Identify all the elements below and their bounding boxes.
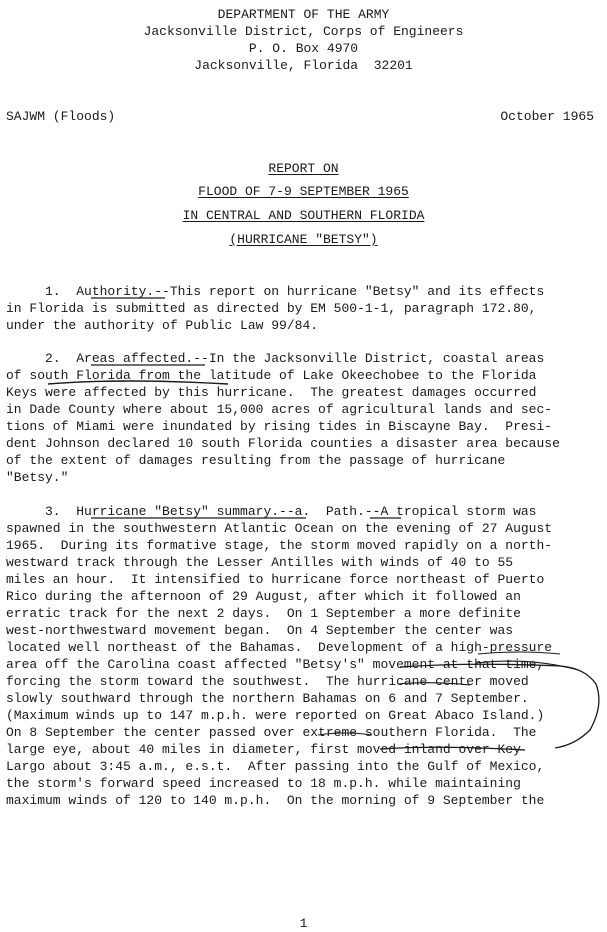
- report-date: October 1965: [500, 109, 594, 124]
- paragraph-line: 1. Authority.--This report on hurricane "Betsy" and its effects: [6, 284, 545, 299]
- paragraph-line: 3. Hurricane "Betsy" summary.--a. Path.--A tropical storm was: [6, 504, 537, 519]
- city-line: Jacksonville, Florida 32201: [194, 58, 413, 73]
- office-symbol: SAJWM (Floods): [6, 109, 116, 124]
- district-line: Jacksonville District, Corps of Engineers: [143, 24, 464, 39]
- paragraph-line: area off the Carolina coast affected "Betsy's" movement at that time,: [6, 657, 545, 672]
- paragraph-line: Rico during the afternoon of 29 August, after which it followed an: [6, 589, 521, 604]
- paragraph-line: miles an hour. It intensified to hurricane force northeast of Puerto: [6, 572, 545, 587]
- paragraph-line: dent Johnson declared 10 south Florida counties a disaster area because: [6, 436, 560, 451]
- paragraph-line: erratic track for the next 2 days. On 1 September a more definite: [6, 606, 521, 621]
- paragraph-line: spawned in the southwestern Atlantic Ocean on the evening of 27 August: [6, 521, 553, 536]
- paragraph-line: of the extent of damages resulting from the passage of hurricane: [6, 453, 506, 468]
- title-line-2: FLOOD OF 7-9 SEPTEMBER 1965: [198, 184, 409, 199]
- po-box-line: P. O. Box 4970: [248, 41, 359, 56]
- title-line-4: (HURRICANE "BETSY"): [229, 232, 378, 247]
- title-line-1: REPORT ON: [268, 161, 339, 176]
- paragraph-line: located well northeast of the Bahamas. Development of a high-pressure: [6, 640, 553, 655]
- paragraph-line: On 8 September the center passed over extreme southern Florida. The: [6, 725, 537, 740]
- paragraph-line: (Maximum winds up to 147 m.p.h. were reported on Great Abaco Island.): [6, 708, 545, 723]
- paragraph-line: slowly southward through the northern Bahamas on 6 and 7 September.: [6, 691, 529, 706]
- paragraph-line: in Dade County where about 15,000 acres of agricultural lands and sec-: [6, 402, 553, 417]
- paragraph-line: maximum winds of 120 to 140 m.p.h. On the morning of 9 September the: [6, 793, 545, 808]
- paragraph-line: west-northwestward movement began. On 4 September the center was: [6, 623, 514, 638]
- paragraph-line: "Betsy.": [6, 470, 69, 485]
- paragraph-line: in Florida is submitted as directed by EM 500-1-1, paragraph 172.80,: [6, 301, 537, 316]
- paragraph-line: 1965. During its formative stage, the storm moved rapidly on a north-: [6, 538, 553, 553]
- page-number: 1: [299, 916, 308, 931]
- paragraph-line: westward track through the Lesser Antilles with winds of 40 to 55: [6, 555, 514, 570]
- paragraph-line: tions of Miami were inundated by rising tides in Biscayne Bay. Presi-: [6, 419, 553, 434]
- paragraph-line: Largo about 3:45 a.m., e.s.t. After passing into the Gulf of Mexico,: [6, 759, 545, 774]
- paragraph-line: Keys were affected by this hurricane. The greatest damages occurred: [6, 385, 537, 400]
- paragraph-line: large eye, about 40 miles in diameter, first moved inland over Key: [6, 742, 521, 757]
- paragraph-line: the storm's forward speed increased to 18 m.p.h. while maintaining: [6, 776, 521, 791]
- paragraph-line: 2. Areas affected.--In the Jacksonville District, coastal areas: [6, 351, 545, 366]
- department-heading: DEPARTMENT OF THE ARMY: [217, 7, 390, 22]
- paragraph-line: under the authority of Public Law 99/84.: [6, 318, 319, 333]
- paragraph-line: forcing the storm toward the southwest. The hurricane center moved: [6, 674, 529, 689]
- paragraph-line: of south Florida from the latitude of Lake Okeechobee to the Florida: [6, 368, 537, 383]
- title-line-3: IN CENTRAL AND SOUTHERN FLORIDA: [182, 208, 425, 223]
